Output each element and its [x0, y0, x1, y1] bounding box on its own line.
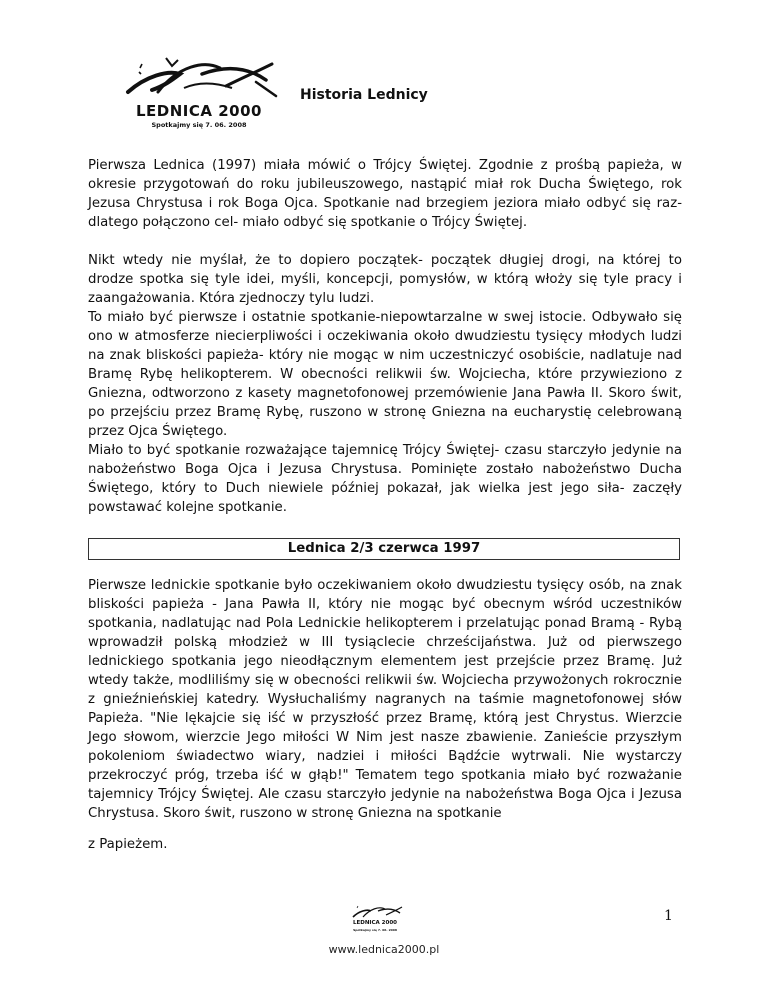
footer-logo-title: LEDNICA 2000	[353, 920, 397, 926]
page-title: Historia Lednicy	[300, 87, 428, 103]
paragraph-2: Nikt wtedy nie myślał, że to dopiero początek- początek długiej drogi, na której to drodze spotka się tyle idei, myśli, koncepcji, pomysłów, w którą włoży się tyle pracy i zaangażowania. Która zjednoczy tylu ludzi.	[88, 253, 682, 306]
section-header: Lednica 2/3 czerwca 1997	[88, 538, 680, 560]
paragraph-1: Pierwsza Lednica (1997) miała mówić o Trójcy Świętej. Zgodnie z prośbą papieża, w okresie przygotowań do roku jubileuszowego, nastąpić miał rok Ducha Świętego, rok Jezusa Chrystusa i rok Boga Ojca. Spotkanie nad brzegiem jeziora miało odbyć się raz- dlatego połączono cel- miało odbyć się spotkanie o Trójcy Świętej.	[88, 158, 682, 230]
lednica-logo	[106, 52, 281, 138]
section-paragraph: Pierwsze lednickie spotkanie było oczekiwaniem około dwudziestu tysięcy osób, na znak bliskości papieża - Jana Pawła II, który nie mogąc być obecnym wśród uczestników spotkania, nadlatując nad Pola Lednickie helikopterem i przelatując ponad Bramą - Rybą wprowadził polską młodzież w III tysiąclecie chrześcijaństwa. Już od pierwszego lednickiego spotkania jego nieodłącznym elementem jest przejście przez Bramę. Już wtedy także, modliliśmy się w obecności relikwii św. Wojciecha przywożonych rokrocznie z gnieźnieńskiej katedry. Wysłuchaliśmy nagranych na taśmie magnetofonowej słów Papieża. "Nie lękajcie się iść w przyszłość przez Bramę, którą jest Chrystus. Wierzcie Jego słowom, wierzcie Jego miłości W Nim jest nasze zbawienie. Zanieście przyszłym pokoleniom świadectwo wiary, nadziei i miłości Bądźcie wytrwali. Nie wystarczy przekroczyć próg, trzeba iść w głąb!" Tematem tego spotkania miało być rozważanie tajemnicy Trójcy Świętej. Ale czasu starczyło jedynie na nabożeństwa Boga Ojca i Jezusa Chrystusa. Skoro świt, ruszono w stronę Gniezna na spotkanie	[88, 578, 682, 821]
logo-subtitle: Spotkajmy się 7. 06. 2008	[151, 121, 247, 129]
footer-fish-logo-icon	[345, 903, 405, 921]
footer-logo-subtitle: Spotkajmy się 7. 06. 2008	[353, 928, 397, 932]
footer-url[interactable]: www.lednica2000.pl	[328, 943, 440, 956]
section-paragraph-tail: z Papieżem.	[88, 837, 168, 852]
fish-logo-icon	[106, 52, 281, 104]
logo-title: LEDNICA 2000	[136, 102, 262, 120]
page-number: 1	[664, 908, 673, 924]
paragraph-4: Miało to być spotkanie rozważające tajemnicę Trójcy Świętej- czasu starczyło jedynie na nabożeństwo Boga Ojca i Jezusa Chrystusa. Pominięte zostało nabożeństwo Ducha Świętego, który to Duch niewiele później pokazał, jak wielka jest jego siła- zaczęły powstawać kolejne spotkanie.	[88, 443, 682, 515]
paragraph-3: To miało być pierwsze i ostatnie spotkanie-niepowtarzalne w swej istocie. Odbywało się ono w atmosferze niecierpliwości i oczekiwania około dwudziestu tysięcy młodych ludzi na znak bliskości papieża- który nie mogąc w nim uczestniczyć osobiście, nadlatuje nad Bramę Rybę helikopterem. W obecności relikwii św. Wojciecha, które przywieziono z Gniezna, odtworzono z kasety magnetofonowej przemówienie Jana Pawła II. Skoro świt, po przejściu przez Bramę Rybę, ruszono w stronę Gniezna na eucharystię celebrowaną przez Ojca Świętego.	[88, 310, 682, 439]
footer-logo	[345, 903, 405, 939]
